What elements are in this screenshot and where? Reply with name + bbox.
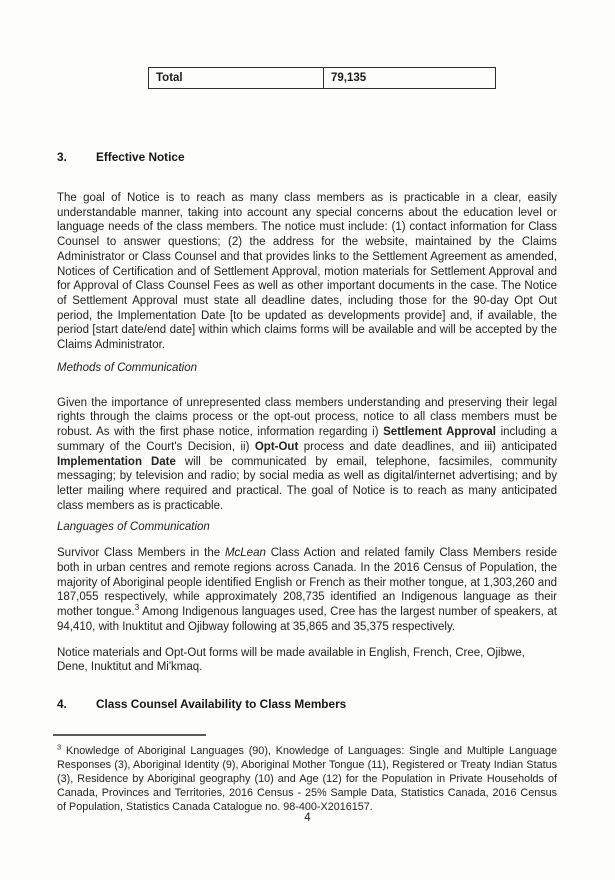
footnote-body: Knowledge of Aboriginal Languages (90), Knowledge of Languages: Single and Multiple Language Responses (3), Aboriginal Identity (9), Aboriginal Mother Tongue (11), Registered or Treaty Indian Status (3), Residence by Aboriginal geography (10) and Age (12) for the Population in Private Households of Canada, Provinces and Territories, 2016 Census - 25% Sample Data, Statistics Canada, 2016 Census of Population, Statistics Canada Catalogue no. 98-400-X2016157. — [57, 744, 557, 813]
subheading-languages-of-communication: Languages of Communication — [57, 521, 210, 534]
text-segment: Given the importance of unrepresented class members understanding and preserving their legal rights through the claims process or the opt-out process, notice to all class members must be robust. As with the first phase notice, information regarding i) — [57, 396, 557, 439]
section-3-number: 3. — [57, 150, 67, 164]
text-segment: Among Indigenous languages used, Cree has the largest number of speakers, at 94,410, with Inuktitut and Ojibway following at 35,865 and 35,375 respectively. — [57, 606, 558, 633]
italic-mclean: McLean — [224, 547, 266, 560]
paragraph-effective-notice: The goal of Notice is to reach as many class members as is practicable in a clear, easily understandable manner, taking into account any special concerns about the education level or language needs of the class members. The notice must include: (1) contact information for Class Counsel to answer questions; (2) the address for the website, maintained by the Claims Administrator or Class Counsel and that provides links to the Settlement Agreement as amended, Notices of Certification and of Settlement Approval, motion materials for Settlement Approval and for Approval of Class Counsel Fees as well as other important documents in the case. The Notice of Settlement Approval must state all deadline dates, including those for the 90-day Opt Out period, the Implementation Date [to be updated as developments provide] and, if available, the period [start date/end date] within which claims forms will be available and will be accepted by the Claims Administrator. — [57, 192, 557, 352]
table-cell-total-value: 79,135 — [324, 68, 496, 89]
section-4-heading — [57, 697, 557, 711]
table-cell-total-label: Total — [149, 68, 324, 89]
bold-opt-out: Opt-Out — [254, 440, 299, 453]
paragraph-languages-of-communication — [57, 546, 557, 634]
text-segment: Survivor Class Members in the — [57, 547, 225, 560]
bold-settlement-approval: Settlement Approval — [383, 426, 496, 439]
total-table — [148, 67, 496, 89]
section-3-heading — [57, 150, 557, 164]
table-row — [149, 68, 496, 89]
text-segment: will be communicated by email, telephone, facsimiles, community messaging; by television and radio; by social media as well as digital/internet advertising; and by letter mailing where required and practical. The goal of Notice is to reach as many anticipated class members as is practicable. — [57, 455, 558, 512]
section-3-title: Effective Notice — [96, 150, 185, 164]
section-4-title: Class Counsel Availability to Class Members — [96, 696, 347, 711]
page-number: 4 — [304, 812, 311, 824]
bold-implementation-date: Implementation Date — [57, 455, 176, 468]
footnote-marker-3: 3 — [57, 742, 62, 752]
paragraph-methods-of-communication — [57, 396, 557, 514]
footnote-reference-3: 3 — [134, 603, 140, 613]
paragraph-notice-materials: Notice materials and Opt-Out forms will be made available in English, French, Cree, Ojibwe, Dene, Inuktitut and Mi'kmaq. — [57, 646, 525, 674]
text-segment: including a summary of the Court's Decision, ii) — [57, 426, 557, 453]
footnote-separator-rule — [53, 734, 206, 736]
text-segment: process and date deadlines, and iii) anticipated — [298, 440, 558, 453]
subheading-methods-of-communication: Methods of Communication — [57, 361, 197, 374]
section-4-number: 4. — [57, 696, 67, 711]
footnote-text — [57, 742, 557, 815]
text-segment: Class Action and related family Class Members reside both in urban centres and remote regions across Canada. In the 2016 Census of Population, the majority of Aboriginal people identified English or French as their mother tongue, at 1,303,260 and 187,055 respectively, while approximately 208,735 identified an Indigenous language as their mother tongue. — [57, 547, 557, 619]
